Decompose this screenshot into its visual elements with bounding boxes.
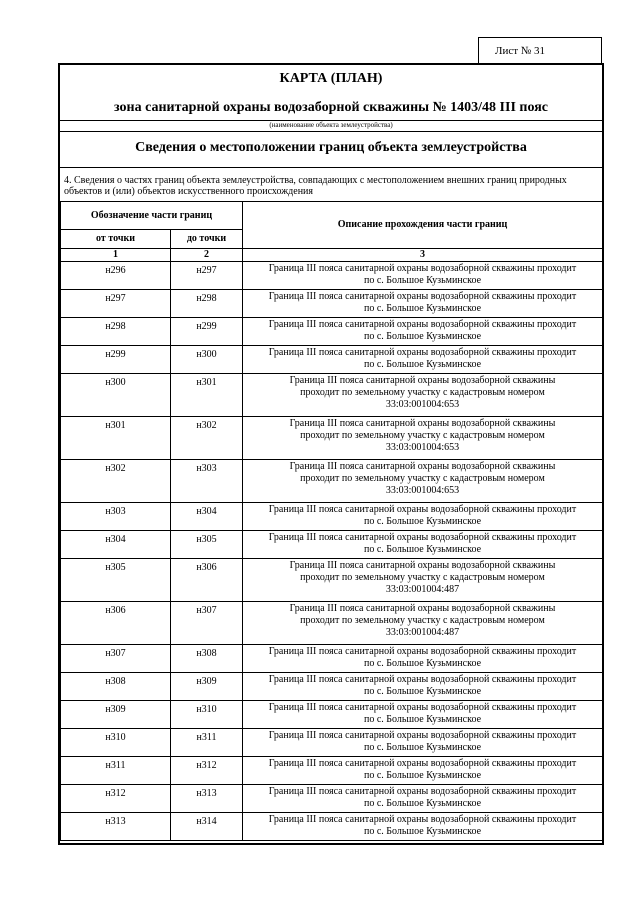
from-point-cell: н312 <box>61 785 171 813</box>
column-number: 2 <box>171 249 243 262</box>
divider <box>60 167 602 168</box>
from-point-cell: н313 <box>61 813 171 841</box>
description-line: Граница III пояса санитарной охраны водозаборной скважины проходит <box>268 319 577 330</box>
description-line: Граница III пояса санитарной охраны водозаборной скважины проходит <box>268 263 577 274</box>
table-row <box>61 374 603 417</box>
sheet-number: Лист № 31 <box>478 37 602 64</box>
table-row <box>61 673 603 701</box>
description-line: Граница III пояса санитарной охраны водозаборной скважины <box>289 603 556 614</box>
to-point-cell: н309 <box>171 673 243 701</box>
to-point-cell: н302 <box>171 417 243 460</box>
description-line: Граница III пояса санитарной охраны водозаборной скважины <box>289 461 556 472</box>
table-row <box>61 602 603 645</box>
to-point-cell: н298 <box>171 290 243 318</box>
to-point-cell: н308 <box>171 645 243 673</box>
description-line: Граница III пояса санитарной охраны водозаборной скважины проходит <box>268 291 577 302</box>
to-point-cell: н313 <box>171 785 243 813</box>
description-line: 33:03:001004:487 <box>385 584 460 595</box>
description-cell <box>243 374 603 417</box>
header-description: Описание прохождения части границ <box>243 202 603 249</box>
description-line: Граница III пояса санитарной охраны водозаборной скважины <box>289 418 556 429</box>
to-point-cell: н310 <box>171 701 243 729</box>
table-row <box>61 785 603 813</box>
from-point-cell: н301 <box>61 417 171 460</box>
description-cell <box>243 559 603 602</box>
table-row <box>61 318 603 346</box>
description-cell <box>243 503 603 531</box>
description-line: по с. Большое Кузьминское <box>363 516 482 527</box>
from-point-cell: н308 <box>61 673 171 701</box>
to-point-cell: н306 <box>171 559 243 602</box>
to-point-cell: н303 <box>171 460 243 503</box>
description-cell <box>243 602 603 645</box>
description-line: проходит по земельному участку с кадастровым номером <box>300 430 545 441</box>
table-row <box>61 262 603 290</box>
description-line: по с. Большое Кузьминское <box>363 686 482 697</box>
description-line: проходит по земельному участку с кадастровым номером <box>300 387 545 398</box>
description-line: по с. Большое Кузьминское <box>363 742 482 753</box>
from-point-cell: н309 <box>61 701 171 729</box>
description-cell <box>243 531 603 559</box>
section-title: Сведения о местоположении границ объекта землеустройства <box>135 140 527 155</box>
divider <box>60 131 602 132</box>
description-line: проходит по земельному участку с кадастровым номером <box>300 572 545 583</box>
description-line: Граница III пояса санитарной охраны водозаборной скважины проходит <box>268 504 577 515</box>
to-point-cell: н301 <box>171 374 243 417</box>
description-line: по с. Большое Кузьминское <box>363 331 482 342</box>
description-line: проходит по земельному участку с кадастровым номером <box>300 615 545 626</box>
from-point-cell: н297 <box>61 290 171 318</box>
description-line: проходит по земельному участку с кадастровым номером <box>300 473 545 484</box>
description-line: по с. Большое Кузьминское <box>363 826 482 837</box>
from-point-cell: н310 <box>61 729 171 757</box>
description-line: 33:03:001004:653 <box>385 485 460 496</box>
description-line: по с. Большое Кузьминское <box>363 275 482 286</box>
description-cell <box>243 346 603 374</box>
from-point-cell: н305 <box>61 559 171 602</box>
description-cell <box>243 701 603 729</box>
to-point-cell: н307 <box>171 602 243 645</box>
description-cell <box>243 729 603 757</box>
description-cell <box>243 673 603 701</box>
description-line: Граница III пояса санитарной охраны водозаборной скважины проходит <box>268 730 577 741</box>
table-row <box>61 701 603 729</box>
table-row <box>61 645 603 673</box>
description-line: 33:03:001004:487 <box>385 627 460 638</box>
description-cell <box>243 318 603 346</box>
table-row <box>61 460 603 503</box>
header-boundary-part: Обозначение части границ <box>61 202 243 230</box>
table-row <box>61 346 603 374</box>
to-point-cell: н311 <box>171 729 243 757</box>
description-line: по с. Большое Кузьминское <box>363 714 482 725</box>
description-cell <box>243 757 603 785</box>
description-line: по с. Большое Кузьминское <box>363 303 482 314</box>
from-point-cell: н302 <box>61 460 171 503</box>
table-row <box>61 729 603 757</box>
to-point-cell: н304 <box>171 503 243 531</box>
description-line: по с. Большое Кузьминское <box>363 798 482 809</box>
document-title: КАРТА (ПЛАН) <box>279 71 383 86</box>
table-row <box>61 531 603 559</box>
table-row <box>61 757 603 785</box>
description-cell <box>243 813 603 841</box>
description-cell <box>243 645 603 673</box>
header-to-point: до точки <box>171 230 243 249</box>
to-point-cell: н300 <box>171 346 243 374</box>
description-line: 33:03:001004:653 <box>385 399 460 410</box>
from-point-cell: н296 <box>61 262 171 290</box>
description-line: Граница III пояса санитарной охраны водозаборной скважины проходит <box>268 786 577 797</box>
description-line: по с. Большое Кузьминское <box>363 544 482 555</box>
from-point-cell: н300 <box>61 374 171 417</box>
from-point-cell: н304 <box>61 531 171 559</box>
from-point-cell: н303 <box>61 503 171 531</box>
description-cell <box>243 785 603 813</box>
table-row <box>61 813 603 841</box>
from-point-cell: н306 <box>61 602 171 645</box>
description-line: 33:03:001004:653 <box>385 442 460 453</box>
description-line: Граница III пояса санитарной охраны водозаборной скважины проходит <box>268 347 577 358</box>
object-name: зона санитарной охраны водозаборной скважины № 1403/48 III пояс <box>114 100 548 115</box>
description-cell <box>243 460 603 503</box>
section-intro: 4. Сведения о частях границ объекта землеустройства, совпадающих с местоположением внешних границ природных объектов и (или) объектов искусственного происхождения <box>64 175 567 197</box>
description-line: по с. Большое Кузьминское <box>363 359 482 370</box>
to-point-cell: н314 <box>171 813 243 841</box>
table-row <box>61 417 603 460</box>
table-row <box>61 503 603 531</box>
from-point-cell: н307 <box>61 645 171 673</box>
to-point-cell: н305 <box>171 531 243 559</box>
header-from-point: от точки <box>61 230 171 249</box>
boundary-table <box>60 201 603 841</box>
from-point-cell: н299 <box>61 346 171 374</box>
description-line: Граница III пояса санитарной охраны водозаборной скважины проходит <box>268 532 577 543</box>
description-line: по с. Большое Кузьминское <box>363 770 482 781</box>
table-row <box>61 559 603 602</box>
description-line: Граница III пояса санитарной охраны водозаборной скважины проходит <box>268 674 577 685</box>
from-point-cell: н311 <box>61 757 171 785</box>
description-line: Граница III пояса санитарной охраны водозаборной скважины проходит <box>268 758 577 769</box>
from-point-cell: н298 <box>61 318 171 346</box>
to-point-cell: н299 <box>171 318 243 346</box>
description-line: Граница III пояса санитарной охраны водозаборной скважины проходит <box>268 646 577 657</box>
column-number: 3 <box>243 249 603 262</box>
description-line: Граница III пояса санитарной охраны водозаборной скважины проходит <box>268 814 577 825</box>
description-cell <box>243 262 603 290</box>
column-number: 1 <box>61 249 171 262</box>
object-name-caption: (наименование объекта землеустройства) <box>269 121 393 129</box>
description-line: Граница III пояса санитарной охраны водозаборной скважины <box>289 375 556 386</box>
description-line: Граница III пояса санитарной охраны водозаборной скважины проходит <box>268 702 577 713</box>
table-row <box>61 290 603 318</box>
description-line: Граница III пояса санитарной охраны водозаборной скважины <box>289 560 556 571</box>
to-point-cell: н297 <box>171 262 243 290</box>
description-cell <box>243 290 603 318</box>
description-line: по с. Большое Кузьминское <box>363 658 482 669</box>
description-cell <box>243 417 603 460</box>
to-point-cell: н312 <box>171 757 243 785</box>
